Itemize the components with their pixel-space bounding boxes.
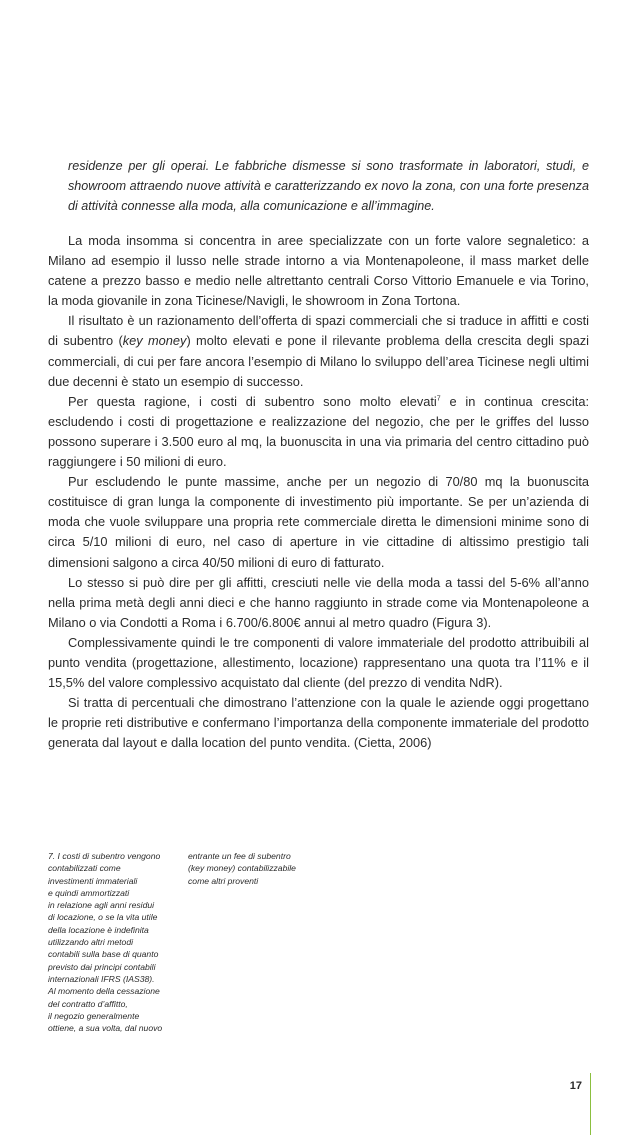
footnote-line: ottiene, a sua volta, dal nuovo — [48, 1023, 163, 1034]
footnote-reference: 7 — [436, 395, 441, 403]
margin-rule — [590, 1073, 591, 1135]
footnote-line: previsto dai principi contabili — [48, 961, 156, 972]
footnote-line: 7. I costi di subentro vengono — [48, 851, 161, 861]
footnote-line: della locazione è indefinita — [48, 924, 149, 935]
paragraph-text: Per questa ragione, i costi di subentro sono molto elevati — [68, 393, 437, 409]
paragraph-text: ) molto elevati e pone il rilevante problema della crescita degli spazi commerciali, di cui per fare ancora l’esempio di Milano lo sviluppo dell’area Ticinese negli ultimi due decenni è stato un esempio di successo. — [48, 333, 589, 389]
footnote-line: (key money) contabilizzabile — [188, 863, 296, 874]
paragraph: La moda insomma si concentra in aree specializzate con un forte valore segnaletico: a Milano ad esempio il lusso nelle strade intorno a via Montenapoleone, il mass market delle catene a prezzo basso e medio nelle altrettanto centrali Corso Vittorio Emanuele e via Torino, la moda giovanile in zona Ticinese/Navigli, le showroom in Zona Tortona. — [48, 233, 589, 309]
footnote-line: entrante un fee di subentro — [188, 851, 291, 861]
paragraph: Pur escludendo le punte massime, anche per un negozio di 70/80 mq la buonuscita costituisce di gran lunga la componente di investimento più importante. Se per un’azienda di moda che vuole sviluppare una propria rete commerciale diretta le dimensioni minime sono di circa 5/10 milioni di euro, nel caso di aperture in vie cittadine di altissimo prestigio tali dimensioni salgono a circa 40/50 milioni di euro di fatturato. — [48, 474, 589, 570]
paragraph: Si tratta di percentuali che dimostrano l’attenzione con la quale le aziende oggi progettano le proprie reti distributive e confermano l’importanza della componente immateriale del prodotto generata dal layout e dalla location del punto vendita. (Cietta, 2006) — [48, 695, 589, 751]
body-text — [48, 231, 589, 753]
paragraph — [48, 311, 589, 391]
footnote-line: internazionali IFRS (IAS38). — [48, 973, 155, 984]
paragraph — [48, 392, 589, 472]
footnote-line: come altri proventi — [188, 875, 259, 886]
paragraph: Lo stesso si può dire per gli affitti, cresciuti nelle vie della moda a tassi del 5-6% all’anno nella prima metà degli anni dieci e che hanno raggiunto in strade come via Montenapoleone a Milano o via Condotti a Roma i 6.700/6.800€ annui al metro quadro (Figura 3). — [48, 574, 589, 630]
page-number: 17 — [569, 1080, 582, 1092]
footnote-line: contabili sulla base di quanto — [48, 949, 159, 960]
footnote-line: contabilizzati come — [48, 863, 121, 874]
footnote-line: investimenti immateriali — [48, 875, 138, 886]
footnote-line: in relazione agli anni residui — [48, 900, 155, 911]
footnote-line: Al momento della cessazione — [48, 986, 160, 997]
footnote-column-2 — [188, 850, 323, 887]
footnote-line: utilizzando altri metodi — [48, 937, 134, 948]
footnote-line: di locazione, o se la vita utile — [48, 912, 158, 923]
block-quote: residenze per gli operai. Le fabbriche dismesse si sono trasformate in laboratori, studi, e showroom attraendo nuove attività e caratterizzando ex novo la zona, con una forte presenza di attività connesse alla moda, alla comunicazione e all’immagine. — [68, 159, 589, 213]
footnote-line: del contratto d’affitto, — [48, 998, 128, 1009]
footnote-column-1 — [48, 850, 176, 1034]
footnote-line: e quindi ammortizzati — [48, 887, 130, 898]
emphasis-key-money: key money — [122, 333, 187, 349]
paragraph-text: e in continua crescita: escludendo i costi di progettazione e realizzazione del negozio, che per le griffes del lusso possono superare i 3.500 euro al mq, la buonuscita in una via primaria del centro cittadino può raggiungere i 50 milioni di euro. — [48, 393, 590, 470]
paragraph-text: Il risultato è un razionamento dell’offerta di spazi commerciali che si traduce in affitti e costi di subentro ( — [48, 313, 589, 349]
footnote-line: il negozio generalmente — [48, 1010, 140, 1021]
paragraph: Complessivamente quindi le tre componenti di valore immateriale del prodotto attribuibili al punto vendita (progettazione, allestimento, locazione) rappresentano una quota tra l’11% e il 15,5% del valore complessivo acquistato dal cliente (del prezzo di vendita NdR). — [48, 634, 589, 691]
